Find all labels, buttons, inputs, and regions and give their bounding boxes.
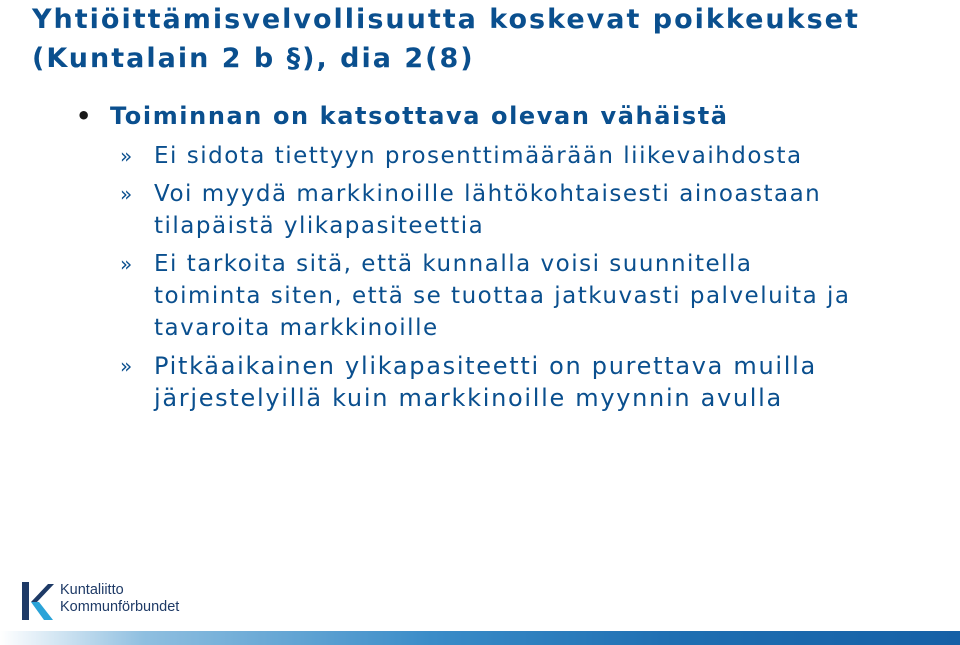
sub-bullet-item bbox=[120, 178, 950, 242]
sub-bullet-item bbox=[120, 248, 950, 344]
sub-bullet-line: Ei tarkoita sitä, että kunnalla voisi suunnitella bbox=[154, 251, 753, 277]
logo-text bbox=[60, 582, 179, 616]
sub-bullet-line: toiminta siten, että se tuottaa jatkuvasti palveluita ja bbox=[154, 283, 851, 309]
sub-bullet-line: tilapäistä ylikapasiteettia bbox=[154, 213, 485, 239]
sub-bullet-marker: » bbox=[120, 182, 134, 206]
main-bullet bbox=[76, 101, 729, 131]
kuntaliitto-logo bbox=[20, 578, 220, 628]
sub-bullet-item bbox=[120, 350, 950, 414]
sub-bullet-list bbox=[120, 140, 950, 420]
sub-bullet-line: Voi myydä markkinoille lähtökohtaisesti ainoastaan bbox=[154, 181, 822, 207]
title-line-2: (Kuntalain 2 b §), dia 2(8) bbox=[32, 43, 475, 74]
slide-title bbox=[32, 0, 952, 78]
logo-line-1: Kuntaliitto bbox=[60, 582, 124, 598]
sub-bullet-line: Ei sidota tiettyyn prosenttimäärään liikevaihdosta bbox=[154, 143, 803, 169]
bullet-marker: • bbox=[76, 102, 93, 130]
sub-bullet-line: järjestelyillä kuin markkinoille myynnin avulla bbox=[154, 384, 783, 412]
footer-gradient-bar bbox=[0, 631, 960, 645]
sub-bullet-item bbox=[120, 140, 950, 172]
sub-bullet-line: Pitkäaikainen ylikapasiteetti on purettava muilla bbox=[154, 352, 817, 380]
sub-bullet-line: tavaroita markkinoille bbox=[154, 315, 439, 341]
title-line-1: Yhtiöittämisvelvollisuutta koskevat poikkeukset bbox=[32, 4, 860, 35]
sub-bullet-marker: » bbox=[120, 252, 134, 276]
sub-bullet-marker: » bbox=[120, 144, 134, 168]
kuntaliitto-logo-icon bbox=[20, 580, 56, 622]
main-bullet-text: Toiminnan on katsottava olevan vähäistä bbox=[110, 102, 729, 130]
logo-line-2: Kommunförbundet bbox=[60, 599, 180, 615]
sub-bullet-marker: » bbox=[120, 354, 134, 378]
